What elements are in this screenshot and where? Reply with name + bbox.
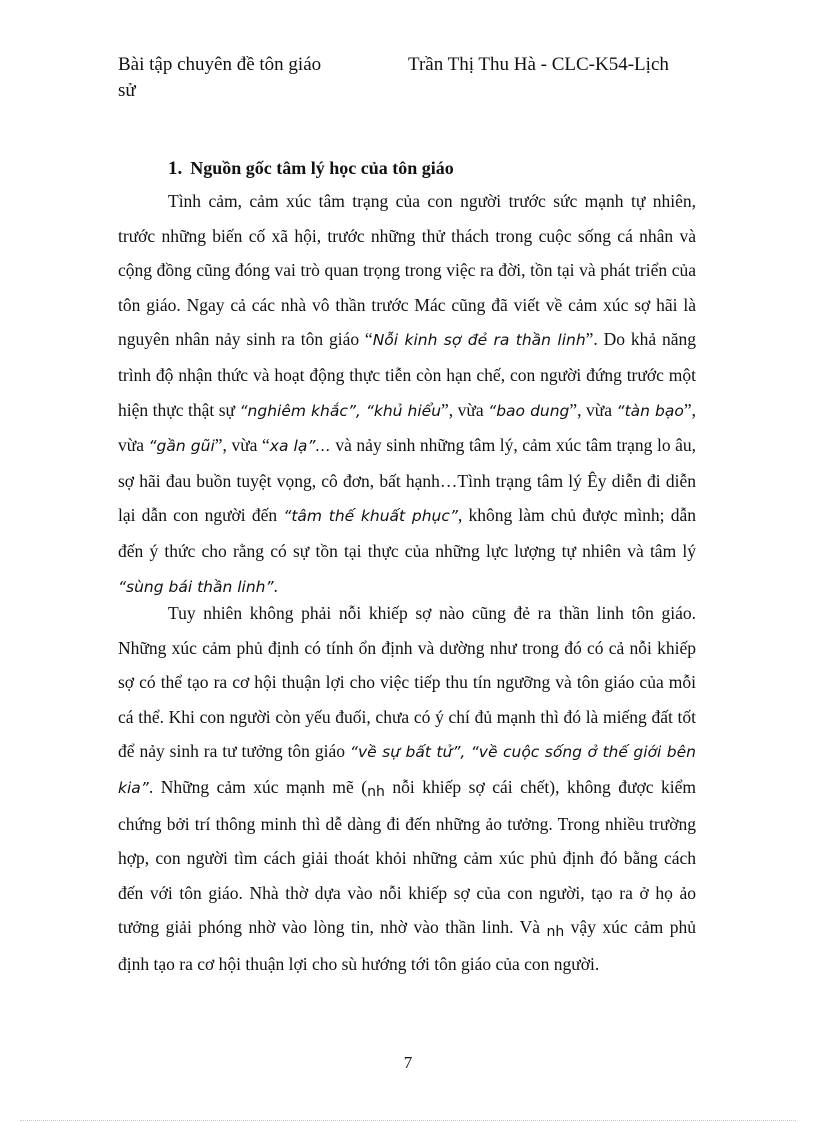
text-run: ”, vừa [441, 399, 489, 420]
text-run: vậy xúc cảm phủ định tạo ra cơ hội thuận lợi cho sù hướng tới tôn giáo của con người. [118, 917, 696, 974]
italic-quote: “gần gũi [148, 437, 215, 456]
text-run: , không làm chủ được mình; dẫn đến ý thức cho rằng có sự tồn tại thực của những lực lượng tự nhiên và tâm lý [118, 505, 696, 561]
paragraph-2 [118, 596, 696, 982]
paragraph-1 [118, 184, 696, 604]
italic-quote: “tàn bạo [616, 401, 684, 420]
text-run: nỗi khiếp sợ cái chết), không được kiểm chứng bởi trí thông minh thì dễ dàng đi đến những ảo tưởng. Trong nhiều trường hợp, con người tìm cách giải thoát khỏi những cảm xúc phủ định đó bằng cách đến với tôn giáo. Nhà thờ dựa vào nỗi khiếp sợ của con người, tạo ra ở họ ảo tưởng giải phóng nhờ vào lòng tin, nhờ vào thần linh. Và [118, 776, 696, 938]
glyph-fragment: nh [546, 924, 565, 941]
text-run: ”, vừa “ [214, 435, 270, 456]
text-run: và nảy sinh những tâm lý, cảm xúc tâm trạng lo âu, sợ hãi đau buồn tuyệt vọng, cô đơn, bất hạnh…Tình trạng tâm lý Êy diễn đi diễn lại dẫn con người đến [118, 435, 696, 526]
page-number: 7 [403, 1053, 413, 1072]
glyph-fragment: nh [367, 783, 385, 800]
italic-quote: “tâm thế khuất phục” [283, 507, 458, 526]
text-run: . Những cảm xúc mạnh mẽ ( [148, 776, 368, 797]
italic-quote: xa lạ”… [269, 437, 331, 456]
text-run: ”. Do khả năng trình độ nhận thức và hoạt động thực tiễn còn hạn chế, con người đứng trước một hiện thực thật sự [118, 329, 696, 420]
italic-quote: Nỗi kinh sợ đẻ ra thần linh [372, 331, 586, 350]
text-run: Tình cảm, cảm xúc tâm trạng của con người trước sức mạnh tự nhiên, trước những biến cố xã hội, trước những thử thách trong cuộc sống cá nhân và cộng đồng cũng đóng vai trò quan trọng trong việc ra đời, tồn tại và phát triển của tôn giáo. Ngay cả các nhà vô thần trước Mác cũng đã viết về cảm xúc sợ hãi là nguyên nhân nảy sinh ra tôn giáo “ [118, 191, 696, 350]
italic-quote: “nghiêm khắc”, “khủ hiểu [239, 401, 442, 420]
section-number: 1. [168, 158, 183, 179]
text-run: ”, vừa [118, 399, 696, 456]
section-heading [168, 158, 454, 180]
italic-quote: “sùng bái thần linh” [118, 577, 274, 596]
text-run: ”, vừa [569, 399, 617, 420]
italic-quote: “bao dung [488, 401, 570, 420]
header-left: Bài tập chuyên đề tôn giáo [118, 54, 322, 75]
header-left-line2: sử [118, 80, 136, 101]
header-right: Trần Thị Thu Hà - CLC-K54-Lịch [408, 54, 669, 75]
text-run: Tuy nhiên không phải nỗi khiếp sợ nào cũng đẻ ra thần linh tôn giáo. Những xúc cảm phủ định có tính ổn định và dường như trong đó có cả nỗi khiếp sợ có thể tạo ra cơ hội thuận lợi cho việc tiếp thu tín ngưỡng và tôn giáo của mỗi cá thể. Khi con người còn yếu đuối, chưa có ý chí đủ mạnh thì đó là miếng đất tốt để nảy sinh ra tư tưởng tôn giáo [118, 603, 696, 762]
section-title: Nguồn gốc tâm lý học của tôn giáo [190, 158, 454, 178]
text-run: . [273, 575, 278, 596]
italic-quote: “về sự bất tử”, “về cuộc sống ở thế giới bên kia” [118, 743, 696, 797]
page-bottom-divider [20, 1120, 796, 1121]
